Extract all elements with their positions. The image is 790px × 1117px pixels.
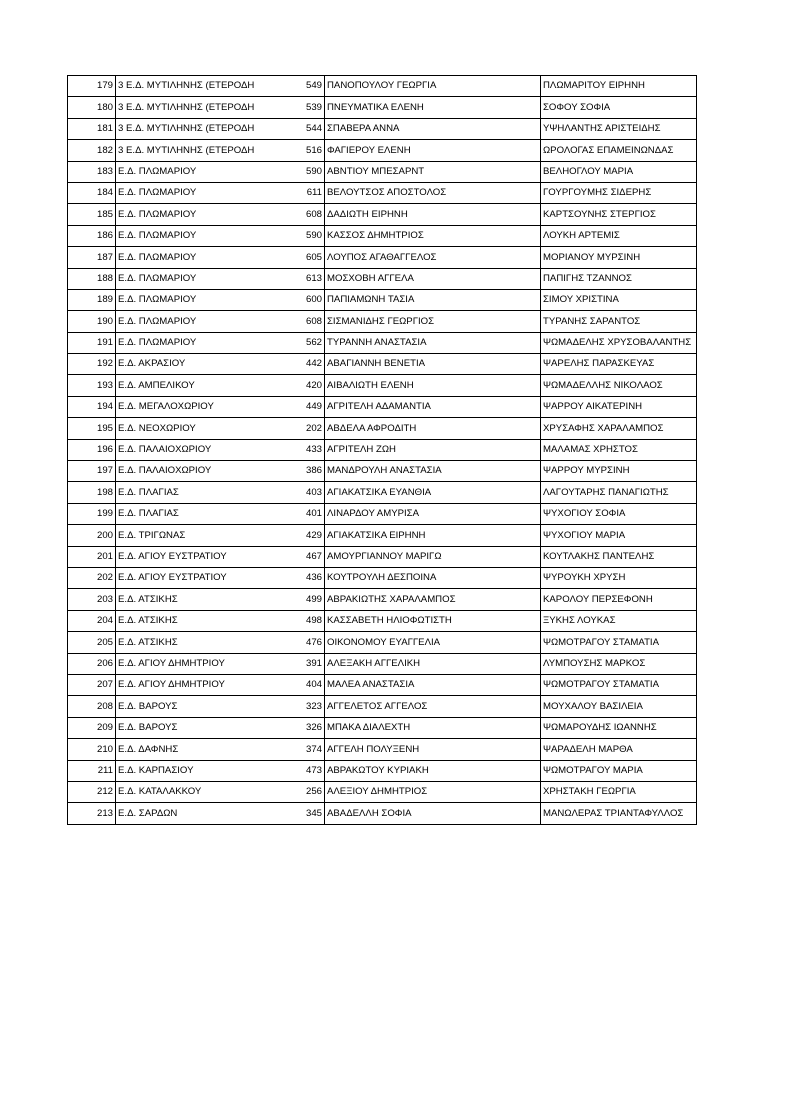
- unit-cell: 3 Ε.Δ. ΜΥΤΙΛΗΝΗΣ (ΕΤΕΡΟΔΗ: [116, 97, 280, 118]
- previous-holder-cell: ΨΥΡΟΥΚΗ ΧΡΥΣΗ: [541, 567, 697, 588]
- table-row: [68, 439, 697, 460]
- points-cell: 562: [280, 332, 325, 353]
- row-number-cell: 211: [68, 760, 116, 781]
- row-number-cell: 199: [68, 503, 116, 524]
- previous-holder-cell: ΨΥΧΟΓΙΟΥ ΜΑΡΙΑ: [541, 525, 697, 546]
- table-body: [68, 76, 697, 825]
- table-row: [68, 311, 697, 332]
- row-number-cell: 190: [68, 311, 116, 332]
- table-row: [68, 289, 697, 310]
- table-row: [68, 674, 697, 695]
- previous-holder-cell: ΛΟΥΚΗ ΑΡΤΕΜΙΣ: [541, 225, 697, 246]
- previous-holder-cell: ΧΡΗΣΤΑΚΗ ΓΕΩΡΓΙΑ: [541, 781, 697, 802]
- unit-cell: Ε.Δ. ΠΑΛΑΙΟΧΩΡΙΟΥ: [116, 439, 280, 460]
- points-cell: 608: [280, 204, 325, 225]
- name-cell: ΑΒΡΑΚΩΤΟΥ ΚΥΡΙΑΚΗ: [325, 760, 541, 781]
- unit-cell: Ε.Δ. ΑΤΣΙΚΗΣ: [116, 610, 280, 631]
- row-number-cell: 204: [68, 610, 116, 631]
- unit-cell: Ε.Δ. ΤΡΙΓΩΝΑΣ: [116, 525, 280, 546]
- points-cell: 429: [280, 525, 325, 546]
- name-cell: ΣΙΣΜΑΝΙΔΗΣ ΓΕΩΡΓΙΟΣ: [325, 311, 541, 332]
- table-row: [68, 225, 697, 246]
- points-cell: 549: [280, 76, 325, 97]
- name-cell: ΑΜΟΥΡΓΙΑΝΝΟΥ ΜΑΡΙΓΩ: [325, 546, 541, 567]
- table-row: [68, 717, 697, 738]
- unit-cell: Ε.Δ. ΠΛΩΜΑΡΙΟΥ: [116, 247, 280, 268]
- name-cell: ΛΟΥΠΟΣ ΑΓΑΘΑΓΓΕΛΟΣ: [325, 247, 541, 268]
- points-cell: 608: [280, 311, 325, 332]
- row-number-cell: 210: [68, 739, 116, 760]
- previous-holder-cell: ΚΑΡΤΣΟΥΝΗΣ ΣΤΕΡΓΙΟΣ: [541, 204, 697, 225]
- previous-holder-cell: ΚΑΡΟΛΟΥ ΠΕΡΣΕΦΟΝΗ: [541, 589, 697, 610]
- name-cell: ΠΑΠΙΑΜΩΝΗ ΤΑΣΙΑ: [325, 289, 541, 310]
- previous-holder-cell: ΣΙΜΟΥ ΧΡΙΣΤΙΝΑ: [541, 289, 697, 310]
- previous-holder-cell: ΜΟΥΧΑΛΟΥ ΒΑΣΙΛΕΙΑ: [541, 696, 697, 717]
- name-cell: ΔΑΔΙΩΤΗ ΕΙΡΗΝΗ: [325, 204, 541, 225]
- previous-holder-cell: ΞΥΚΗΣ ΛΟΥΚΑΣ: [541, 610, 697, 631]
- row-number-cell: 197: [68, 461, 116, 482]
- table-row: [68, 739, 697, 760]
- row-number-cell: 183: [68, 161, 116, 182]
- points-cell: 404: [280, 674, 325, 695]
- name-cell: ΑΒΝΤΙΟΥ ΜΠΕΣΑΡΝΤ: [325, 161, 541, 182]
- unit-cell: Ε.Δ. ΠΛΩΜΑΡΙΟΥ: [116, 225, 280, 246]
- unit-cell: 3 Ε.Δ. ΜΥΤΙΛΗΝΗΣ (ΕΤΕΡΟΔΗ: [116, 118, 280, 139]
- unit-cell: Ε.Δ. ΑΤΣΙΚΗΣ: [116, 632, 280, 653]
- previous-holder-cell: ΨΑΡΑΔΕΛΗ ΜΑΡΘΑ: [541, 739, 697, 760]
- row-number-cell: 200: [68, 525, 116, 546]
- row-number-cell: 195: [68, 418, 116, 439]
- name-cell: ΦΑΓΙΕΡΟΥ ΕΛΕΝΗ: [325, 140, 541, 161]
- table-row: [68, 525, 697, 546]
- points-cell: 403: [280, 482, 325, 503]
- points-cell: 605: [280, 247, 325, 268]
- row-number-cell: 212: [68, 781, 116, 802]
- name-cell: ΑΓΓΕΛΗ ΠΟΛΥΞΕΝΗ: [325, 739, 541, 760]
- name-cell: ΤΥΡΑΝΝΗ ΑΝΑΣΤΑΣΙΑ: [325, 332, 541, 353]
- name-cell: ΛΙΝΑΡΔΟΥ ΑΜΥΡΙΣΑ: [325, 503, 541, 524]
- name-cell: ΑΒΑΓΙΑΝΝΗ ΒΕΝΕΤΙΑ: [325, 354, 541, 375]
- name-cell: ΜΑΝΔΡΟΥΛΗ ΑΝΑΣΤΑΣΙΑ: [325, 461, 541, 482]
- unit-cell: Ε.Δ. ΠΛΩΜΑΡΙΟΥ: [116, 268, 280, 289]
- table-row: [68, 781, 697, 802]
- unit-cell: Ε.Δ. ΚΑΡΠΑΣΙΟΥ: [116, 760, 280, 781]
- unit-cell: Ε.Δ. ΠΛΩΜΑΡΙΟΥ: [116, 289, 280, 310]
- row-number-cell: 209: [68, 717, 116, 738]
- row-number-cell: 207: [68, 674, 116, 695]
- table-row: [68, 760, 697, 781]
- row-number-cell: 196: [68, 439, 116, 460]
- row-number-cell: 206: [68, 653, 116, 674]
- table-row: [68, 140, 697, 161]
- points-cell: 473: [280, 760, 325, 781]
- previous-holder-cell: ΨΑΡΡΟΥ ΜΥΡΣΙΝΗ: [541, 461, 697, 482]
- row-number-cell: 185: [68, 204, 116, 225]
- points-cell: 374: [280, 739, 325, 760]
- points-cell: 323: [280, 696, 325, 717]
- row-number-cell: 202: [68, 567, 116, 588]
- name-cell: ΑΛΕΞΑΚΗ ΑΓΓΕΛΙΚΗ: [325, 653, 541, 674]
- row-number-cell: 205: [68, 632, 116, 653]
- row-number-cell: 184: [68, 182, 116, 203]
- row-number-cell: 180: [68, 97, 116, 118]
- table-row: [68, 567, 697, 588]
- previous-holder-cell: ΣΟΦΟΥ ΣΟΦΙΑ: [541, 97, 697, 118]
- previous-holder-cell: ΨΩΜΟΤΡΑΓΟΥ ΣΤΑΜΑΤΙΑ: [541, 674, 697, 695]
- row-number-cell: 208: [68, 696, 116, 717]
- unit-cell: Ε.Δ. ΠΛΩΜΑΡΙΟΥ: [116, 182, 280, 203]
- row-number-cell: 193: [68, 375, 116, 396]
- previous-holder-cell: ΜΑΝΩΛΕΡΑΣ ΤΡΙΑΝΤΑΦΥΛΛΟΣ: [541, 803, 697, 824]
- name-cell: ΑΓΡΙΤΕΛΗ ΑΔΑΜΑΝΤΙΑ: [325, 396, 541, 417]
- unit-cell: Ε.Δ. ΠΛΑΓΙΑΣ: [116, 503, 280, 524]
- unit-cell: Ε.Δ. ΔΑΦΝΗΣ: [116, 739, 280, 760]
- table-row: [68, 354, 697, 375]
- unit-cell: Ε.Δ. ΑΓΙΟΥ ΔΗΜΗΤΡΙΟΥ: [116, 674, 280, 695]
- points-cell: 499: [280, 589, 325, 610]
- table-row: [68, 503, 697, 524]
- name-cell: ΒΕΛΟΥΤΣΟΣ ΑΠΟΣΤΟΛΟΣ: [325, 182, 541, 203]
- points-cell: 386: [280, 461, 325, 482]
- table-row: [68, 546, 697, 567]
- unit-cell: Ε.Δ. ΑΓΙΟΥ ΕΥΣΤΡΑΤΙΟΥ: [116, 546, 280, 567]
- row-number-cell: 213: [68, 803, 116, 824]
- previous-holder-cell: ΨΩΜΟΤΡΑΓΟΥ ΜΑΡΙΑ: [541, 760, 697, 781]
- row-number-cell: 198: [68, 482, 116, 503]
- table-row: [68, 268, 697, 289]
- name-cell: ΠΝΕΥΜΑΤΙΚΑ ΕΛΕΝΗ: [325, 97, 541, 118]
- table-row: [68, 396, 697, 417]
- points-cell: 476: [280, 632, 325, 653]
- unit-cell: Ε.Δ. ΑΓΙΟΥ ΕΥΣΤΡΑΤΙΟΥ: [116, 567, 280, 588]
- row-number-cell: 194: [68, 396, 116, 417]
- name-cell: ΣΠΑΒΕΡΑ ΑΝΝΑ: [325, 118, 541, 139]
- unit-cell: Ε.Δ. ΣΑΡΔΩΝ: [116, 803, 280, 824]
- name-cell: ΑΙΒΑΛΙΩΤΗ ΕΛΕΝΗ: [325, 375, 541, 396]
- unit-cell: Ε.Δ. ΑΓΙΟΥ ΔΗΜΗΤΡΙΟΥ: [116, 653, 280, 674]
- points-cell: 516: [280, 140, 325, 161]
- name-cell: ΜΑΛΕΑ ΑΝΑΣΤΑΣΙΑ: [325, 674, 541, 695]
- points-cell: 600: [280, 289, 325, 310]
- unit-cell: Ε.Δ. ΑΤΣΙΚΗΣ: [116, 589, 280, 610]
- name-cell: ΑΒΔΕΛΑ ΑΦΡΟΔΙΤΗ: [325, 418, 541, 439]
- unit-cell: Ε.Δ. ΠΛΩΜΑΡΙΟΥ: [116, 161, 280, 182]
- row-number-cell: 182: [68, 140, 116, 161]
- table-row: [68, 482, 697, 503]
- points-cell: 436: [280, 567, 325, 588]
- points-cell: 611: [280, 182, 325, 203]
- previous-holder-cell: ΛΑΓΟΥΤΑΡΗΣ ΠΑΝΑΓΙΩΤΗΣ: [541, 482, 697, 503]
- points-cell: 449: [280, 396, 325, 417]
- unit-cell: 3 Ε.Δ. ΜΥΤΙΛΗΝΗΣ (ΕΤΕΡΟΔΗ: [116, 76, 280, 97]
- previous-holder-cell: ΠΛΩΜΑΡΙΤΟΥ ΕΙΡΗΝΗ: [541, 76, 697, 97]
- unit-cell: Ε.Δ. ΑΜΠΕΛΙΚΟΥ: [116, 375, 280, 396]
- table-row: [68, 332, 697, 353]
- points-cell: 590: [280, 225, 325, 246]
- row-number-cell: 186: [68, 225, 116, 246]
- previous-holder-cell: ΥΨΗΛΑΝΤΗΣ ΑΡΙΣΤΕΙΔΗΣ: [541, 118, 697, 139]
- row-number-cell: 201: [68, 546, 116, 567]
- unit-cell: Ε.Δ. ΚΑΤΑΛΑΚΚΟΥ: [116, 781, 280, 802]
- unit-cell: Ε.Δ. ΑΚΡΑΣΙΟΥ: [116, 354, 280, 375]
- points-cell: 467: [280, 546, 325, 567]
- previous-holder-cell: ΜΑΛΑΜΑΣ ΧΡΗΣΤΟΣ: [541, 439, 697, 460]
- name-cell: ΑΓΓΕΛΕΤΟΣ ΑΓΓΕΛΟΣ: [325, 696, 541, 717]
- previous-holder-cell: ΨΑΡΕΛΗΣ ΠΑΡΑΣΚΕΥΑΣ: [541, 354, 697, 375]
- previous-holder-cell: ΒΕΛΗΟΓΛΟΥ ΜΑΡΙΑ: [541, 161, 697, 182]
- points-cell: 442: [280, 354, 325, 375]
- previous-holder-cell: ΚΟΥΤΛΑΚΗΣ ΠΑΝΤΕΛΗΣ: [541, 546, 697, 567]
- points-cell: 590: [280, 161, 325, 182]
- table-row: [68, 97, 697, 118]
- points-cell: 539: [280, 97, 325, 118]
- name-cell: ΠΑΝΟΠΟΥΛΟΥ ΓΕΩΡΓΙΑ: [325, 76, 541, 97]
- points-cell: 202: [280, 418, 325, 439]
- previous-holder-cell: ΧΡΥΣΑΦΗΣ ΧΑΡΑΛΑΜΠΟΣ: [541, 418, 697, 439]
- points-cell: 326: [280, 717, 325, 738]
- name-cell: ΑΓΡΙΤΕΛΗ ΖΩΗ: [325, 439, 541, 460]
- unit-cell: 3 Ε.Δ. ΜΥΤΙΛΗΝΗΣ (ΕΤΕΡΟΔΗ: [116, 140, 280, 161]
- name-cell: ΚΑΣΣΟΣ ΔΗΜΗΤΡΙΟΣ: [325, 225, 541, 246]
- unit-cell: Ε.Δ. ΠΑΛΑΙΟΧΩΡΙΟΥ: [116, 461, 280, 482]
- name-cell: ΚΟΥΤΡΟΥΛΗ ΔΕΣΠΟΙΝΑ: [325, 567, 541, 588]
- table-row: [68, 461, 697, 482]
- table-row: [68, 418, 697, 439]
- row-number-cell: 188: [68, 268, 116, 289]
- points-cell: 391: [280, 653, 325, 674]
- unit-cell: Ε.Δ. ΒΑΡΟΥΣ: [116, 696, 280, 717]
- name-cell: ΜΠΑΚΑ ΔΙΑΛΕΧΤΗ: [325, 717, 541, 738]
- previous-holder-cell: ΨΥΧΟΓΙΟΥ ΣΟΦΙΑ: [541, 503, 697, 524]
- row-number-cell: 187: [68, 247, 116, 268]
- points-cell: 613: [280, 268, 325, 289]
- table-row: [68, 589, 697, 610]
- table-row: [68, 161, 697, 182]
- unit-cell: Ε.Δ. ΝΕΟΧΩΡΙΟΥ: [116, 418, 280, 439]
- table-row: [68, 204, 697, 225]
- table-row: [68, 696, 697, 717]
- unit-cell: Ε.Δ. ΒΑΡΟΥΣ: [116, 717, 280, 738]
- row-number-cell: 203: [68, 589, 116, 610]
- previous-holder-cell: ΓΟΥΡΓΟΥΜΗΣ ΣΙΔΕΡΗΣ: [541, 182, 697, 203]
- points-cell: 498: [280, 610, 325, 631]
- points-cell: 433: [280, 439, 325, 460]
- previous-holder-cell: ΨΩΜΑΔΕΛΛΗΣ ΝΙΚΟΛΑΟΣ: [541, 375, 697, 396]
- row-number-cell: 179: [68, 76, 116, 97]
- previous-holder-cell: ΨΩΜΑΔΕΛΗΣ ΧΡΥΣΟΒΑΛΑΝΤΗΣ: [541, 332, 697, 353]
- points-cell: 544: [280, 118, 325, 139]
- table-row: [68, 632, 697, 653]
- previous-holder-cell: ΩΡΟΛΟΓΑΣ ΕΠΑΜΕΙΝΩΝΔΑΣ: [541, 140, 697, 161]
- row-number-cell: 189: [68, 289, 116, 310]
- previous-holder-cell: ΠΑΠΙΓΗΣ ΤΖΑΝΝΟΣ: [541, 268, 697, 289]
- table-row: [68, 118, 697, 139]
- unit-cell: Ε.Δ. ΠΛΩΜΑΡΙΟΥ: [116, 204, 280, 225]
- points-cell: 256: [280, 781, 325, 802]
- name-cell: ΚΑΣΣΑΒΕΤΗ ΗΛΙΟΦΩΤΙΣΤΗ: [325, 610, 541, 631]
- name-cell: ΟΙΚΟΝΟΜΟΥ ΕΥΑΓΓΕΛΙΑ: [325, 632, 541, 653]
- unit-cell: Ε.Δ. ΠΛΑΓΙΑΣ: [116, 482, 280, 503]
- points-cell: 420: [280, 375, 325, 396]
- name-cell: ΑΒΑΔΕΛΛΗ ΣΟΦΙΑ: [325, 803, 541, 824]
- points-cell: 345: [280, 803, 325, 824]
- data-table: [67, 75, 697, 825]
- table-row: [68, 182, 697, 203]
- row-number-cell: 191: [68, 332, 116, 353]
- table-row: [68, 653, 697, 674]
- name-cell: ΑΛΕΞΙΟΥ ΔΗΜΗΤΡΙΟΣ: [325, 781, 541, 802]
- previous-holder-cell: ΜΟΡΙΑΝΟΥ ΜΥΡΣΙΝΗ: [541, 247, 697, 268]
- table-row: [68, 803, 697, 824]
- unit-cell: Ε.Δ. ΠΛΩΜΑΡΙΟΥ: [116, 332, 280, 353]
- table-row: [68, 247, 697, 268]
- table-row: [68, 76, 697, 97]
- previous-holder-cell: ΛΥΜΠΟΥΣΗΣ ΜΑΡΚΟΣ: [541, 653, 697, 674]
- row-number-cell: 181: [68, 118, 116, 139]
- name-cell: ΜΟΣΧΟΒΗ ΑΓΓΕΛΑ: [325, 268, 541, 289]
- previous-holder-cell: ΨΩΜΟΤΡΑΓΟΥ ΣΤΑΜΑΤΙΑ: [541, 632, 697, 653]
- table-row: [68, 610, 697, 631]
- row-number-cell: 192: [68, 354, 116, 375]
- points-cell: 401: [280, 503, 325, 524]
- previous-holder-cell: ΨΩΜΑΡΟΥΔΗΣ ΙΩΑΝΝΗΣ: [541, 717, 697, 738]
- name-cell: ΑΓΙΑΚΑΤΣΙΚΑ ΕΥΑΝΘΙΑ: [325, 482, 541, 503]
- unit-cell: Ε.Δ. ΠΛΩΜΑΡΙΟΥ: [116, 311, 280, 332]
- table-row: [68, 375, 697, 396]
- previous-holder-cell: ΤΥΡΑΝΗΣ ΣΑΡΑΝΤΟΣ: [541, 311, 697, 332]
- name-cell: ΑΓΙΑΚΑΤΣΙΚΑ ΕΙΡΗΝΗ: [325, 525, 541, 546]
- name-cell: ΑΒΡΑΚΙΩΤΗΣ ΧΑΡΑΛΑΜΠΟΣ: [325, 589, 541, 610]
- previous-holder-cell: ΨΑΡΡΟΥ ΑΙΚΑΤΕΡΙΝΗ: [541, 396, 697, 417]
- unit-cell: Ε.Δ. ΜΕΓΑΛΟΧΩΡΙΟΥ: [116, 396, 280, 417]
